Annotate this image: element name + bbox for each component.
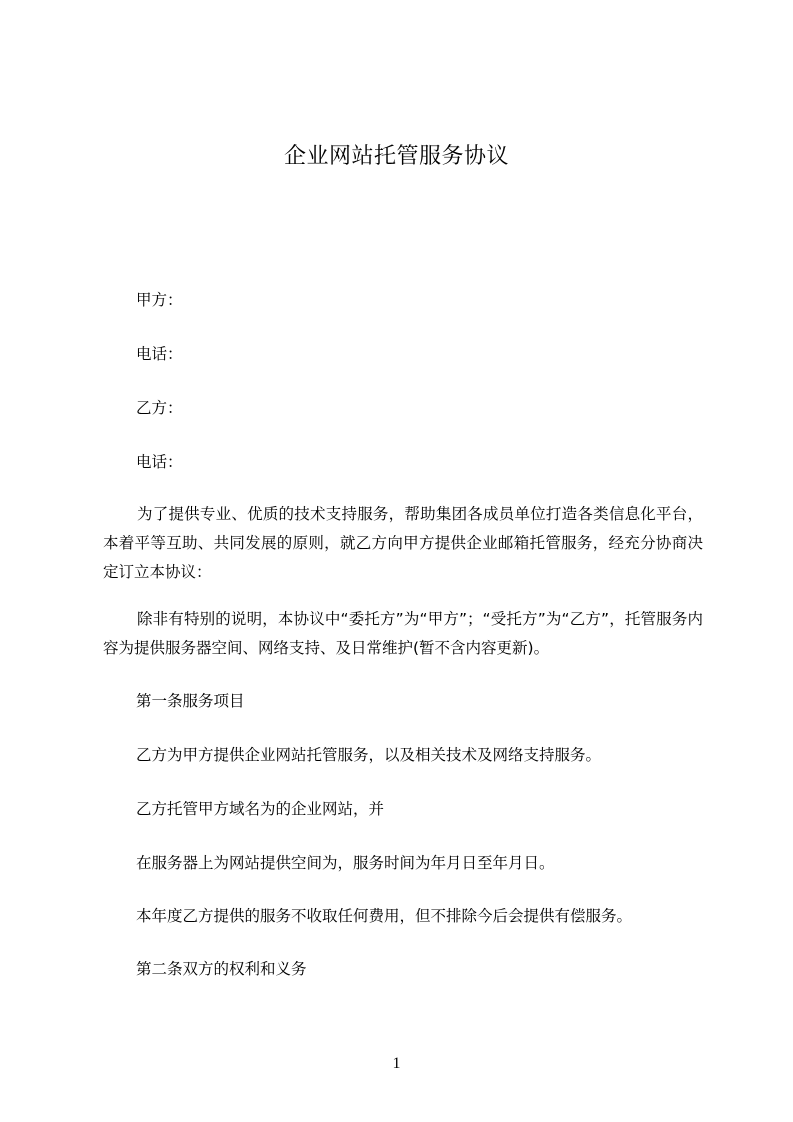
page-number: 1 [392, 1055, 401, 1072]
party-b-phone-label: 电话： [136, 453, 183, 471]
party-a-label: 甲方： [136, 291, 183, 309]
section-1-line: 乙方托管甲方域名为的企业网站，并 [136, 800, 385, 818]
party-b-label: 乙方： [136, 399, 183, 417]
section-2-heading: 第二条双方的权利和义务 [136, 960, 307, 978]
party-a-phone-label: 电话： [136, 345, 183, 363]
document-title: 企业网站托管服务协议 [283, 144, 509, 169]
definition-paragraph: 除非有特别的说明，本协议中“委托方”为“甲方”；“受托方”为“乙方”，托管服务内容为提供服务器空间、网络支持、及日常维护(暂不含内容更新)。 [103, 610, 703, 657]
section-1-heading: 第一条服务项目 [136, 692, 245, 710]
intro-paragraph: 为了提供专业、优质的技术支持服务，帮助集团各成员单位打造各类信息化平台，本着平等互助、共同发展的原则，就乙方向甲方提供企业邮箱托管服务，经充分协商决定订立本协议： [103, 505, 703, 581]
section-1-line: 乙方为甲方提供企业网站托管服务，以及相关技术及网络支持服务。 [136, 746, 602, 764]
section-1-line: 在服务器上为网站提供空间为，服务时间为年月日至年月日。 [136, 854, 555, 872]
section-1-line: 本年度乙方提供的服务不收取任何费用，但不排除今后会提供有偿服务。 [136, 907, 633, 925]
